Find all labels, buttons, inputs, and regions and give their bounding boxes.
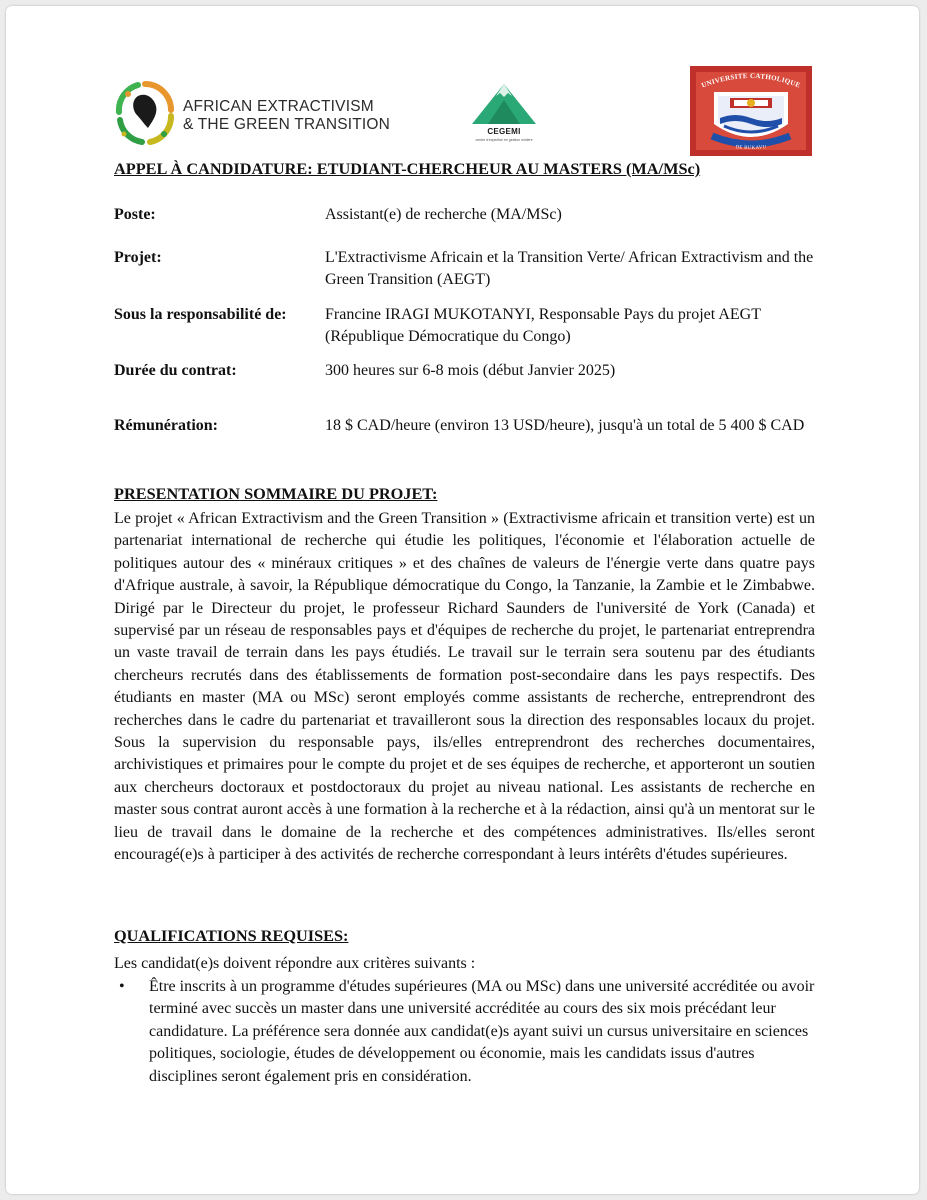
qualifications-intro: Les candidat(e)s doivent répondre aux critères suivants :: [114, 955, 476, 972]
field-label: Sous la responsabilité de:: [114, 306, 287, 323]
ucb-emblem: [690, 66, 812, 156]
ucb-crest-icon: [690, 66, 812, 156]
field-value: 18 $ CAD/heure (environ 13 USD/heure), jusqu'à un total de 5 400 $ CAD: [325, 417, 805, 434]
field-label: Rémunération:: [114, 417, 218, 434]
aegt-logo-line1: AFRICAN EXTRACTIVISM: [183, 98, 374, 115]
aegt-logo: [114, 72, 391, 156]
field-label: Projet:: [114, 249, 162, 266]
field-value: 300 heures sur 6-8 mois (début Janvier 2025): [325, 362, 616, 379]
presentation-paragraph: Le projet « African Extractivism and the Green Transition » (Extractivisme africain et transition verte) est un partenariat international de recherche qui étudie les politiques, l'économie et l'élaboration actuelle de politiques autour des « minéraux critiques » et des chaînes de valeurs de l'énergie verte dans quatre pays d'Afrique australe, à savoir, la République démocratique du Congo, la Tanzanie, la Zambie et le Zimbabwe. Dirigé par le Directeur du projet, le professeur Richard Saunders de l'université de York (Canada) et supervisé par un réseau de responsables pays et d'équipes de recherche du projet, le partenariat entreprendra un vaste travail de terrain dans les pays étudiés. Le travail sur le terrain sera soutenu par des étudiants chercheurs recrutés dans des établissements de formation post-secondaire dans les pays respectifs. Des étudiants en master (MA ou MSc) seront employés comme assistants de recherche, entreprendront des recherches dans le cadre du partenariat et travailleront sous la direction des responsables locaux du projet. Sous la supervision du responsable pays, ils/elles entreprendront des recherches documentaires, archivistiques et primaires pour le compte du projet et de ses équipes de recherche, et apporteront un soutien aux chercheurs doctoraux et postdoctoraux du projet au niveau national. Les assistants de recherche en master sous contrat auront accès à une formation à la recherche et à la rédaction, ainsi qu'à un mentorat sur le lieu de travail dans le domaine de la recherche et des compétences administratives. Ils/elles seront encouragé(e)s à participer à des activités de recherche correspondant à leurs intérêts d'études supérieures.: [114, 510, 815, 864]
cegemi-logo-name: CEGEMI: [487, 127, 521, 136]
list-item-text: Être inscrits à un programme d'études supérieures (MA ou MSc) dans une université accréditée ou avoir terminé avec succès un master dans une université accréditée au cours des six mois précédant leur candidature. La préférence sera donnée aux candidat(e)s ayant suivi un cursus universitaire en sciences politiques, sociologie, études de développement ou économie, mais les candidats issus d'autres disciplines seront également pris en considération.: [149, 978, 815, 1085]
svg-text:DE BUKAVU: [735, 145, 767, 151]
ucb-emblem-bottom-text: DE BUKAVU: [735, 145, 767, 152]
document-page: [6, 6, 919, 1194]
presentation-heading: PRESENTATION SOMMAIRE DU PROJET:: [114, 484, 438, 503]
field-value: Assistant(e) de recherche (MA/MSc): [325, 206, 562, 223]
cegemi-logo-subtitle: centre d'expertise en gestion minière: [475, 138, 533, 142]
aegt-logo-line2: & THE GREEN TRANSITION: [183, 116, 391, 133]
page-title: APPEL À CANDIDATURE: ETUDIANT-CHERCHEUR AU MASTERS (MA/MSc): [114, 159, 701, 178]
field-value: L'Extractivisme Africain et la Transition Verte/ African Extractivism and the Green Transition (AEGT): [325, 249, 814, 288]
field-label: Durée du contrat:: [114, 362, 237, 379]
ucb-emblem-top-text: UNIVERSITE CATHOLIQUE: [700, 71, 802, 90]
aegt-globe-icon: [114, 76, 176, 152]
field-value: Francine IRAGI MUKOTANYI, Responsable Pays du projet AEGT (République Démocratique du Congo): [325, 306, 761, 345]
cegemi-logo: [468, 80, 540, 150]
qualifications-heading: QUALIFICATIONS REQUISES:: [114, 926, 349, 945]
cegemi-mountain-icon: [468, 80, 540, 128]
field-label: Poste:: [114, 206, 156, 223]
bullet-icon: •: [119, 978, 125, 995]
